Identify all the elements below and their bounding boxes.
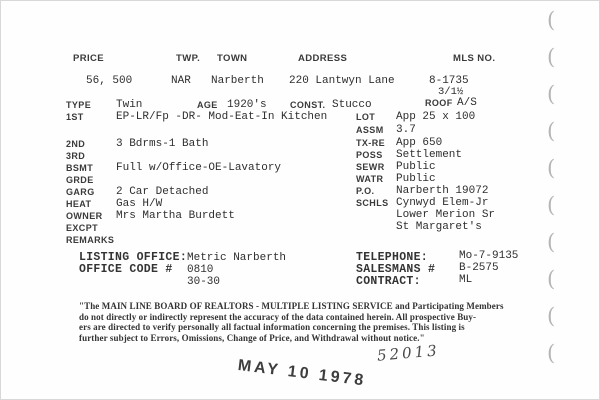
field-value-watr: Public — [396, 173, 436, 185]
date-stamp: MAY 10 1978 — [236, 357, 368, 390]
const-value: Stucco — [332, 99, 372, 111]
twp-label: TWP. — [176, 53, 201, 64]
age-value: 1920's — [227, 99, 267, 111]
listing-office-value: Metric Narberth — [187, 252, 287, 264]
roof-label: ROOF — [425, 98, 453, 108]
type-label: TYPE — [66, 100, 92, 110]
field-value-poss: Settlement — [396, 149, 463, 161]
binding-mark-icon: ( — [547, 304, 556, 328]
mls-no-value: 8-1735 — [429, 75, 469, 87]
binding-mark-icon: ( — [547, 267, 556, 291]
disclaimer-line-3: ers are directed to verify personally all factual information concerning the premises. This listing is — [79, 322, 465, 332]
field-label-grde: GRDE — [66, 175, 94, 185]
field-value-heat: Gas H/W — [116, 198, 163, 210]
type-value: Twin — [116, 99, 143, 111]
age-label: AGE — [197, 100, 218, 110]
price-value: 56, 500 — [86, 75, 133, 87]
price-label: PRICE — [73, 53, 105, 64]
town-value: Narberth — [211, 75, 264, 87]
twp-value: NAR — [171, 75, 191, 87]
contract-label: CONTRACT: — [356, 275, 421, 288]
field-label-remarks: REMARKS — [66, 235, 115, 245]
field-label-2nd: 2ND — [66, 139, 86, 149]
binding-mark-icon: ( — [547, 8, 556, 32]
office-code-value-2: 30-30 — [187, 276, 221, 288]
address-value: 220 Lantwyn Lane — [289, 75, 395, 87]
listing-office-label: LISTING OFFICE: — [79, 251, 188, 264]
field-label-3rd: 3RD — [66, 151, 86, 161]
address-label: ADDRESS — [298, 53, 348, 64]
field-label-bsmt: BSMT — [66, 163, 94, 173]
binding-mark-icon: ( — [547, 341, 556, 365]
field-value-schls-1: Cynwyd Elem-Jr — [396, 197, 489, 209]
field-label-owner: OWNER — [66, 211, 103, 221]
disclaimer-line-1: "The MAIN LINE BOARD OF REALTORS - MULTIPLE LISTING SERVICE and Participating Members — [79, 301, 504, 311]
field-value-2nd: 3 Bdrms-1 Bath — [116, 138, 209, 150]
office-code-value: 0810 — [187, 264, 214, 276]
field-label-schls: SCHLS — [356, 198, 389, 208]
field-value-owner: Mrs Martha Burdett — [116, 210, 235, 222]
contract-value: ML — [459, 274, 473, 286]
salesman-value: B-2575 — [459, 262, 499, 274]
binding-mark-icon: ( — [547, 119, 556, 143]
field-value-schls-3: St Margaret's — [396, 221, 482, 233]
town-label: TOWN — [217, 53, 248, 64]
field-label-excpt: EXCPT — [66, 223, 99, 233]
binding-mark-icon: ( — [547, 82, 556, 106]
binding-marks — [547, 3, 555, 373]
binding-mark-icon: ( — [547, 156, 556, 180]
field-label-watr: WATR — [356, 174, 384, 184]
office-code-label: OFFICE CODE # — [79, 263, 173, 276]
field-label-garg: GARG — [66, 187, 95, 197]
binding-mark-icon: ( — [547, 193, 556, 217]
salesman-label: SALESMANS # — [356, 263, 436, 276]
binding-mark-icon: ( — [547, 45, 556, 69]
disclaimer-line-4: further subject to Errors, Omissions, Change of Price, and Withdrawal without notice." — [79, 332, 425, 343]
handwritten-note: 52013 — [376, 341, 441, 365]
disclaimer-line-2: do not directly or indirectly represent the accuracy of the data contained herein. All prospective Buy- — [79, 311, 477, 322]
field-value-garg: 2 Car Detached — [116, 186, 209, 198]
field-label-tx-re: TX-RE — [356, 138, 385, 148]
telephone-value: Mo-7-9135 — [459, 250, 519, 262]
field-value-sewr: Public — [396, 161, 436, 173]
field-value-lot: App 25 x 100 — [396, 111, 476, 123]
beds-baths-ratio: 3/1½ — [438, 86, 464, 98]
field-label-lot: LOT — [356, 112, 376, 122]
field-value-schls-2: Lower Merion Sr — [396, 209, 496, 221]
field-label-heat: HEAT — [66, 199, 92, 209]
const-label: CONST. — [290, 100, 326, 110]
field-label-poss: POSS — [356, 150, 383, 160]
field-label-1st: 1ST — [66, 112, 84, 122]
field-value-tx-re: App 650 — [396, 137, 443, 149]
field-label-po: P.O. — [356, 186, 375, 196]
field-value-bsmt: Full w/Office-OE-Lavatory — [116, 162, 282, 174]
binding-mark-icon: ( — [547, 230, 556, 254]
mls-no-label: MLS NO. — [453, 53, 496, 64]
field-label-sewr: SEWR — [356, 162, 385, 172]
roof-value: A/S — [457, 97, 477, 109]
field-value-assm: 3.7 — [396, 124, 416, 136]
disclaimer-paragraph — [79, 301, 559, 343]
field-label-assm: ASSM — [356, 125, 384, 135]
telephone-label: TELEPHONE: — [356, 251, 429, 264]
field-value-1st: EP-LR/Fp -DR- Mod-Eat-In Kitchen — [116, 111, 328, 123]
field-value-po: Narberth 19072 — [396, 185, 489, 197]
